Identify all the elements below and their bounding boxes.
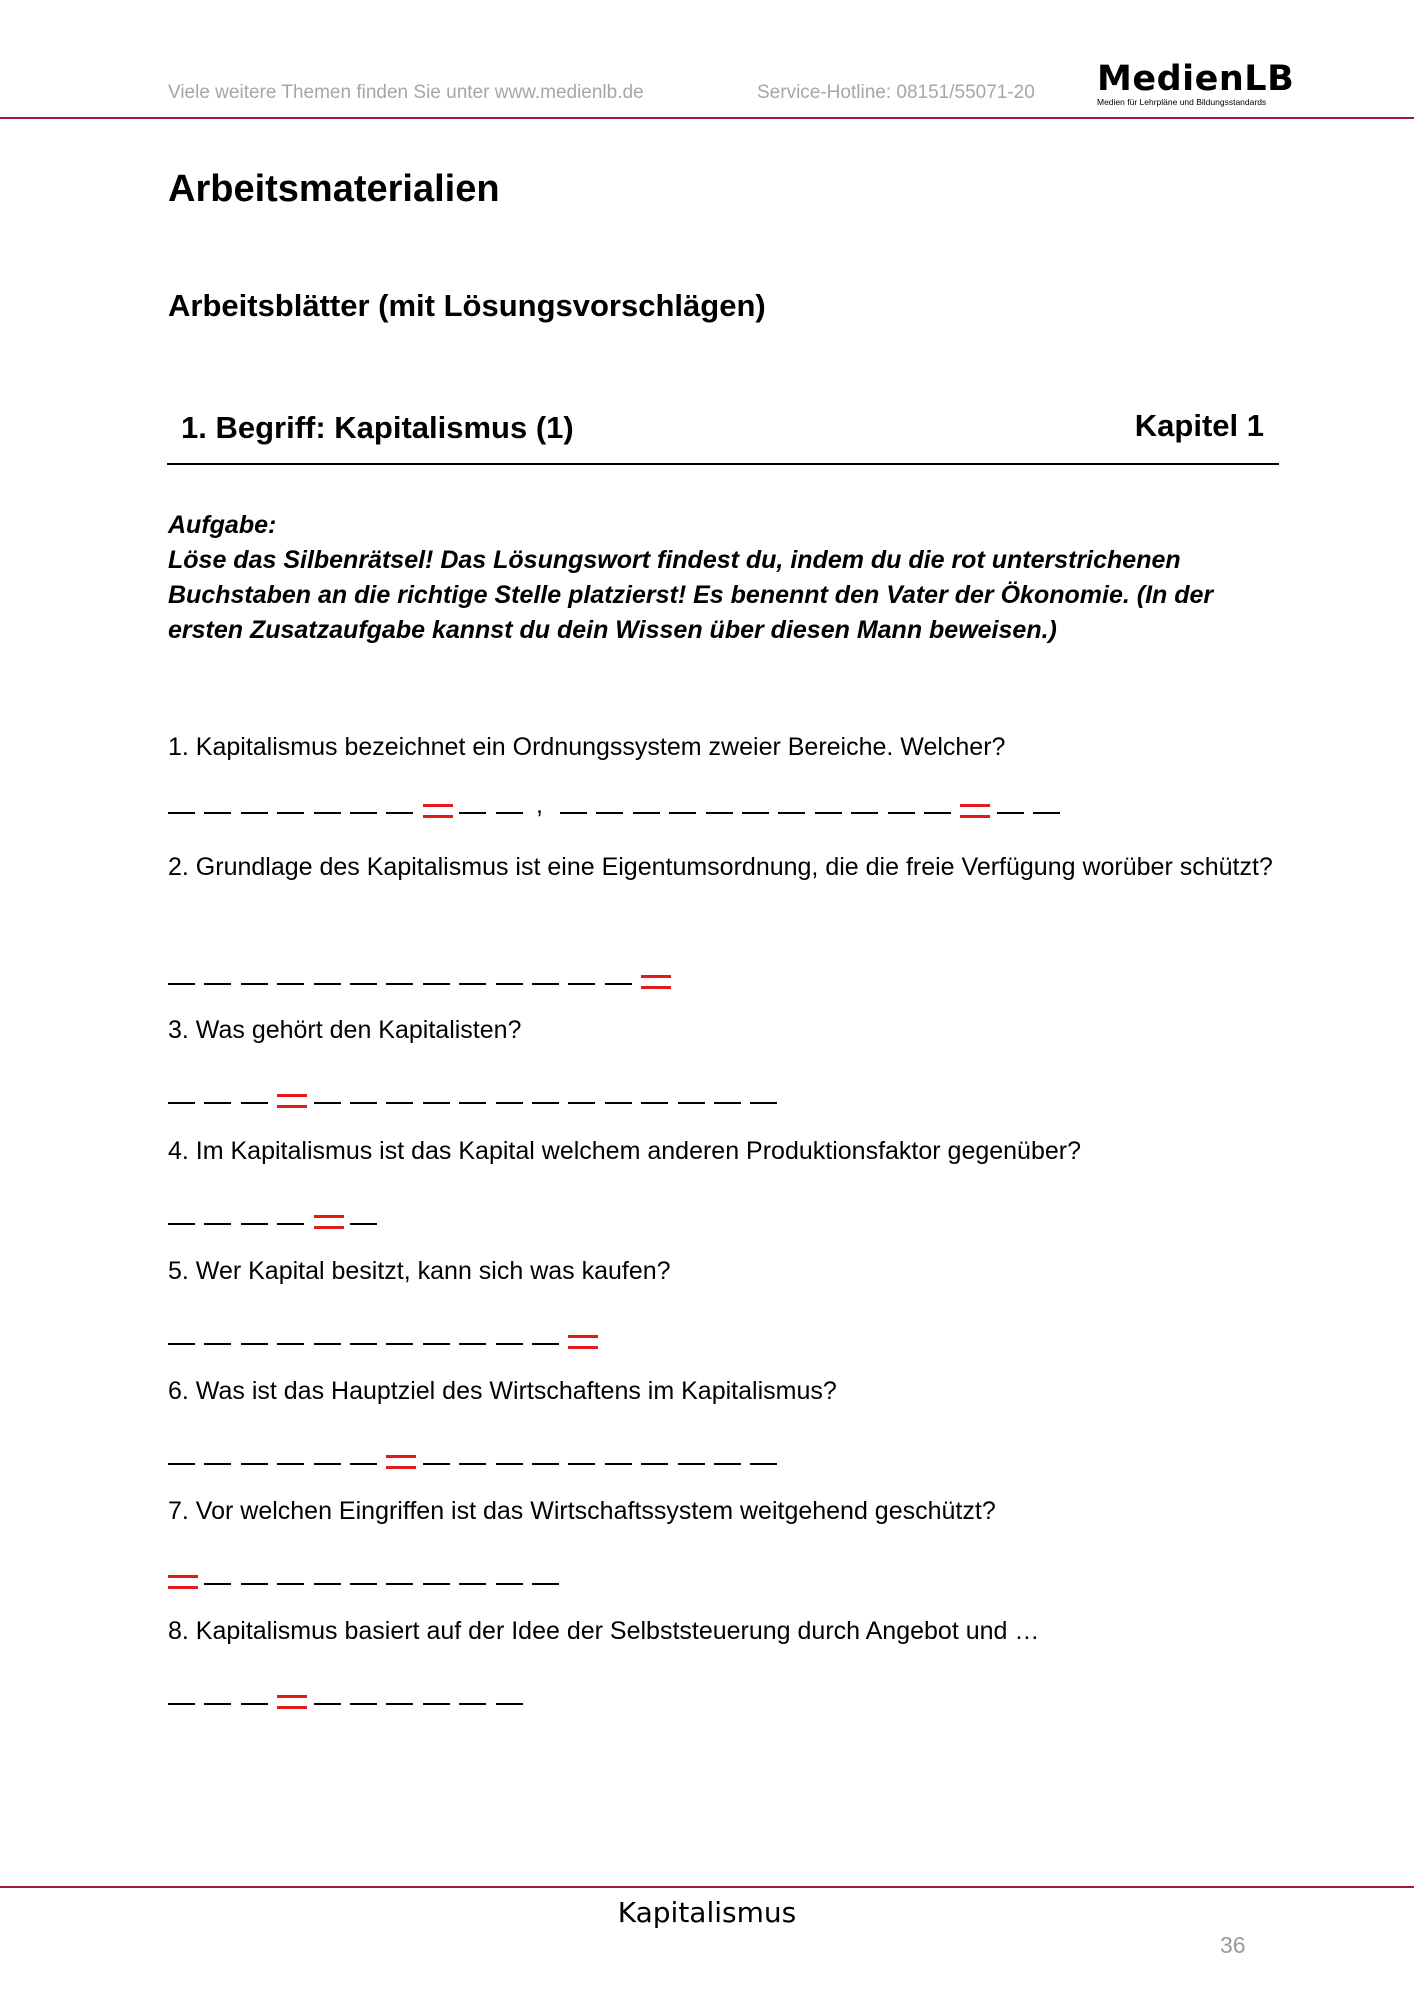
answer-blank [596,812,623,814]
answer-blank [168,1223,195,1225]
task-text: Löse das Silbenrätsel! Das Lösungswort findest du, indem du die rot unterstrichenen Buchstaben an die richtige Stelle platzierst! Es benennt den Vater der Ökonomie. (In der ersten Zusatzaufgabe kannst du dein Wissen über diesen Mann beweisen.) [168,546,1214,644]
answer-blank [532,1343,559,1345]
answer-blank [204,1223,231,1225]
answer-blank [204,1463,231,1465]
question-5: 5. Wer Kapital besitzt, kann sich was kaufen? [168,1257,671,1285]
answer-blank [350,1102,377,1104]
answer-blank [204,1583,231,1585]
logo-subtitle: Medien für Lehrpläne und Bildungsstandards [1097,97,1267,107]
solution-letter-marker [168,1575,198,1589]
question-7: 7. Vor welchen Eingriffen ist das Wirtschaftssystem weitgehend geschützt? [168,1497,996,1525]
answer-blank [277,1223,304,1225]
page-title: Arbeitsmaterialien [168,168,500,210]
answer-blank [241,1703,268,1705]
answer-blanks-1 [168,782,1070,822]
answer-blank [314,983,341,985]
answer-blank [750,1463,777,1465]
footer-title: Kapitalismus [617,1896,797,1929]
header-divider [0,117,1414,119]
question-6: 6. Was ist das Hauptziel des Wirtschaftens im Kapitalismus? [168,1377,837,1405]
chapter-label: Kapitel 1 [1134,408,1264,443]
answer-blank [496,983,523,985]
answer-blank [851,812,878,814]
section-heading: 1. Begriff: Kapitalismus (1) [181,410,574,445]
answer-blank [204,1343,231,1345]
answer-blank [241,1343,268,1345]
answer-blank [496,1463,523,1465]
answer-blank [423,1703,450,1705]
answer-blank [168,983,195,985]
answer-blank [277,983,304,985]
solution-letter-marker [423,804,453,818]
answer-blank [314,812,341,814]
answer-blank [568,1463,595,1465]
task-instructions [168,508,1278,648]
answer-blank [350,812,377,814]
answer-blank [459,1343,486,1345]
answer-blank [350,1583,377,1585]
answer-blank [532,1463,559,1465]
answer-blank [459,812,486,814]
answer-blanks-4 [168,1193,386,1233]
answer-blank [241,1583,268,1585]
answer-blank [496,1343,523,1345]
header-hotline-text: Service-Hotline: 08151/55071-20 [757,82,1035,103]
answer-blank [714,1463,741,1465]
answer-blank [241,1223,268,1225]
answer-blank [496,1102,523,1104]
answer-blank [241,1463,268,1465]
answer-blank [560,812,587,814]
answer-blank [168,1343,195,1345]
answer-blank [678,1463,705,1465]
question-3: 3. Was gehört den Kapitalisten? [168,1016,522,1044]
answer-blank [241,983,268,985]
question-8: 8. Kapitalismus basiert auf der Idee der Selbststeuerung durch Angebot und … [168,1617,1040,1645]
answer-blank [204,1102,231,1104]
footer-divider [0,1886,1414,1888]
answer-blank [168,1102,195,1104]
answer-blank [168,812,195,814]
answer-blank [277,1463,304,1465]
answer-blank [386,1343,413,1345]
question-4: 4. Im Kapitalismus ist das Kapital welchem anderen Produktionsfaktor gegenüber? [168,1137,1082,1165]
answer-blank [1033,812,1060,814]
answer-blank [314,1703,341,1705]
logo-title: MedienLB [1097,59,1295,99]
answer-blank [350,1343,377,1345]
answer-blank [423,1463,450,1465]
answer-blanks-3 [168,1072,787,1112]
answer-blank [168,1703,195,1705]
answer-blank [241,1102,268,1104]
answer-blank [924,812,951,814]
answer-blank [778,812,805,814]
answer-blank [423,1583,450,1585]
question-1: 1. Kapitalismus bezeichnet ein Ordnungssystem zweier Bereiche. Welcher? [168,733,1006,761]
answer-blank [168,1463,195,1465]
medienlb-logo [1097,59,1295,107]
answer-blank [350,1463,377,1465]
answer-blanks-5 [168,1313,605,1353]
header-website-text: Viele weitere Themen finden Sie unter www.medienlb.de [168,82,644,103]
answer-blank [496,812,523,814]
answer-blanks-2 [168,953,678,993]
answer-blank [742,812,769,814]
task-label: Aufgabe: [168,511,277,539]
solution-letter-marker [314,1215,344,1229]
answer-blank [350,1703,377,1705]
page-subtitle: Arbeitsblätter (mit Lösungsvorschlägen) [168,288,766,323]
answer-blank [568,1102,595,1104]
answer-blank [605,1463,632,1465]
answer-blank [241,812,268,814]
answer-blank [386,1102,413,1104]
answer-blank [314,1463,341,1465]
answer-blank [888,812,915,814]
answer-blank [386,1583,413,1585]
answer-blank [350,1223,377,1225]
answer-blank [997,812,1024,814]
answer-blank [423,983,450,985]
answer-blank [459,1463,486,1465]
answer-blank [423,1343,450,1345]
answer-blank [459,1703,486,1705]
solution-letter-marker [277,1695,307,1709]
answer-blank [314,1343,341,1345]
solution-letter-marker [277,1094,307,1108]
solution-letter-marker [641,975,671,989]
answer-blank [350,983,377,985]
answer-blank [714,1102,741,1104]
answer-blank [669,812,696,814]
answer-blank [277,1343,304,1345]
solution-letter-marker [960,804,990,818]
answer-blank [314,1583,341,1585]
solution-letter-marker [386,1455,416,1469]
answer-blank [204,1703,231,1705]
answer-blank [750,1102,777,1104]
answer-blank [386,1703,413,1705]
answer-blank [532,1102,559,1104]
answer-blank [641,1102,668,1104]
answer-blank [532,983,559,985]
question-2: 2. Grundlage des Kapitalismus ist eine Eigentumsordnung, die die freie Verfügung worüber schützt? [168,853,1273,881]
answer-blank [386,983,413,985]
answer-blank [314,1102,341,1104]
solution-letter-marker [568,1335,598,1349]
answer-blank [568,983,595,985]
answer-blank [496,1583,523,1585]
page-number: 36 [1220,1932,1246,1958]
answer-blank [277,812,304,814]
answer-blank [459,1583,486,1585]
answer-blank [641,1463,668,1465]
answer-blank [633,812,660,814]
answer-blank [423,1102,450,1104]
answer-blank [459,983,486,985]
answer-blanks-7 [168,1553,568,1593]
answer-blank [605,1102,632,1104]
answer-blank [815,812,842,814]
answer-blanks-6 [168,1433,787,1473]
answer-blank [204,983,231,985]
answer-blank [459,1102,486,1104]
answer-blank [678,1102,705,1104]
answer-separator: , [536,791,543,819]
answer-blank [386,812,413,814]
answer-blank [204,812,231,814]
answer-blank [605,983,632,985]
answer-blanks-8 [168,1673,532,1713]
answer-blank [496,1703,523,1705]
answer-blank [706,812,733,814]
answer-blank [532,1583,559,1585]
answer-blank [277,1583,304,1585]
section-divider [167,463,1279,465]
